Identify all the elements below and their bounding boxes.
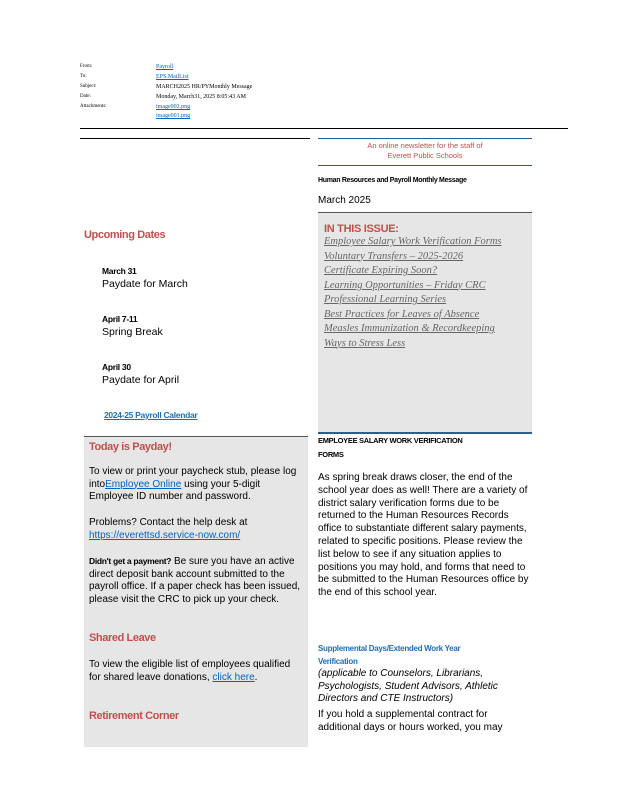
attachments-label: Attachments: xyxy=(80,104,107,109)
issue-link[interactable]: Learning Opportunities – Friday CRC Professional Learning Series xyxy=(324,279,486,305)
in-this-issue-box xyxy=(318,212,532,434)
to-label: To: xyxy=(80,74,87,79)
no-payment-text xyxy=(89,555,303,606)
payroll-calendar-link[interactable]: 2024-25 Payroll Calendar xyxy=(104,410,198,420)
date-entry-head: April 7-11 xyxy=(102,314,138,324)
date-entry xyxy=(102,362,179,386)
shared-leave-text: To view the eligible list of employees qualified for shared leave donations, click here. xyxy=(89,659,291,683)
supplemental-heading: Supplemental Days/Extended Work Year Verification xyxy=(318,644,461,666)
date-entry xyxy=(102,314,163,338)
message-title: Human Resources and Payroll Monthly Message xyxy=(318,177,467,184)
date-entry xyxy=(102,266,188,290)
help-desk-link[interactable]: https://everettsd.service-now.com/ xyxy=(89,529,241,541)
click-here-link[interactable]: click here xyxy=(212,671,255,683)
date-entry-text: Paydate for March xyxy=(102,278,188,290)
supplemental-text: If you hold a supplemental contract for additional days or hours worked, you may xyxy=(318,709,503,733)
problems-label: Problems? Contact the help desk at xyxy=(89,517,248,528)
date-entry-head: April 30 xyxy=(102,362,131,372)
payday-text-2: using your 5-digit Employee ID number and password. xyxy=(89,478,261,502)
issue-title: IN THIS ISSUE: xyxy=(324,223,399,235)
issue-link[interactable]: Ways to Stress Less xyxy=(324,337,406,349)
supplemental-subtext: (applicable to Counselors, Librarians, Psychologists, Student Advisors, Athletic Directors and CTE Instructors) xyxy=(318,668,498,704)
employee-salary-heading: EMPLOYEE SALARY WORK VERIFICATION FORMS xyxy=(318,436,463,459)
shared-leave-title: Shared Leave xyxy=(89,632,156,644)
problems-text xyxy=(89,517,303,542)
header-divider xyxy=(80,128,568,129)
newsletter-banner xyxy=(318,138,532,166)
employee-salary-text: As spring break draws closer, the end of the school year does as well! There are a variety of district salary verification forms due to be returned to the Human Resources Records office to substantiate different salary payments, related to specific positions. Please review the list below to see if any situation applies to positions you may hold, and forms that need to be submitted to the Human Resources office by the end of this school year. xyxy=(318,472,529,599)
message-date: March 2025 xyxy=(318,195,371,206)
payday-text xyxy=(89,466,303,504)
shared-leave-body: To view the eligible list of employees qualified for shared leave donations, xyxy=(89,659,291,683)
subject-label: Subject: xyxy=(80,84,97,89)
date-entry-text: Paydate for April xyxy=(102,374,180,386)
date-entry-text: Spring Break xyxy=(102,326,163,338)
to-value[interactable]: EPS.MailList xyxy=(156,74,189,80)
issue-link[interactable]: Employee Salary Work Verification Forms xyxy=(324,236,502,247)
payday-text-1: To view or print your paycheck stub, please log into xyxy=(89,466,297,490)
no-payment-body: Be sure you have an active direct deposit bank account submitted to the payroll office. If a paper check has been issued, please visit the CRC to pick up your check. xyxy=(89,556,301,605)
payday-title: Today is Payday! xyxy=(89,441,172,453)
upcoming-dates-title: Upcoming Dates xyxy=(84,229,166,241)
retirement-corner-title: Retirement Corner xyxy=(89,710,179,722)
left-divider xyxy=(80,138,310,139)
date-value: Monday, March31, 2025 8:05:43 AM xyxy=(156,94,246,100)
date-label: Date: xyxy=(80,94,91,99)
employee-online-link[interactable]: Employee Online xyxy=(105,478,182,490)
newsletter-line-2: Everett Public Schools xyxy=(387,151,463,160)
date-entry-head: March 31 xyxy=(102,266,137,276)
attachment-link[interactable]: image001.png xyxy=(156,113,191,119)
subject-value: MARCH2025 HR/PYMonthly Message xyxy=(156,84,253,90)
issue-link[interactable]: Measles Immunization & Recordkeeping xyxy=(324,323,495,334)
no-payment-head: Didn't get a payment? xyxy=(89,556,172,566)
from-value[interactable]: Payroll xyxy=(156,64,174,70)
issue-link[interactable]: Best Practices for Leaves of Absence xyxy=(324,308,480,320)
issue-link[interactable]: Voluntary Transfers – 2025-2026 xyxy=(324,250,464,262)
payday-box xyxy=(84,436,308,747)
from-label: From: xyxy=(80,64,93,69)
attachment-link[interactable]: image002.png xyxy=(156,104,191,110)
issue-link[interactable]: Certificate Expiring Soon? xyxy=(324,265,438,276)
newsletter-line-1: An online newsletter for the staff of xyxy=(367,141,483,150)
